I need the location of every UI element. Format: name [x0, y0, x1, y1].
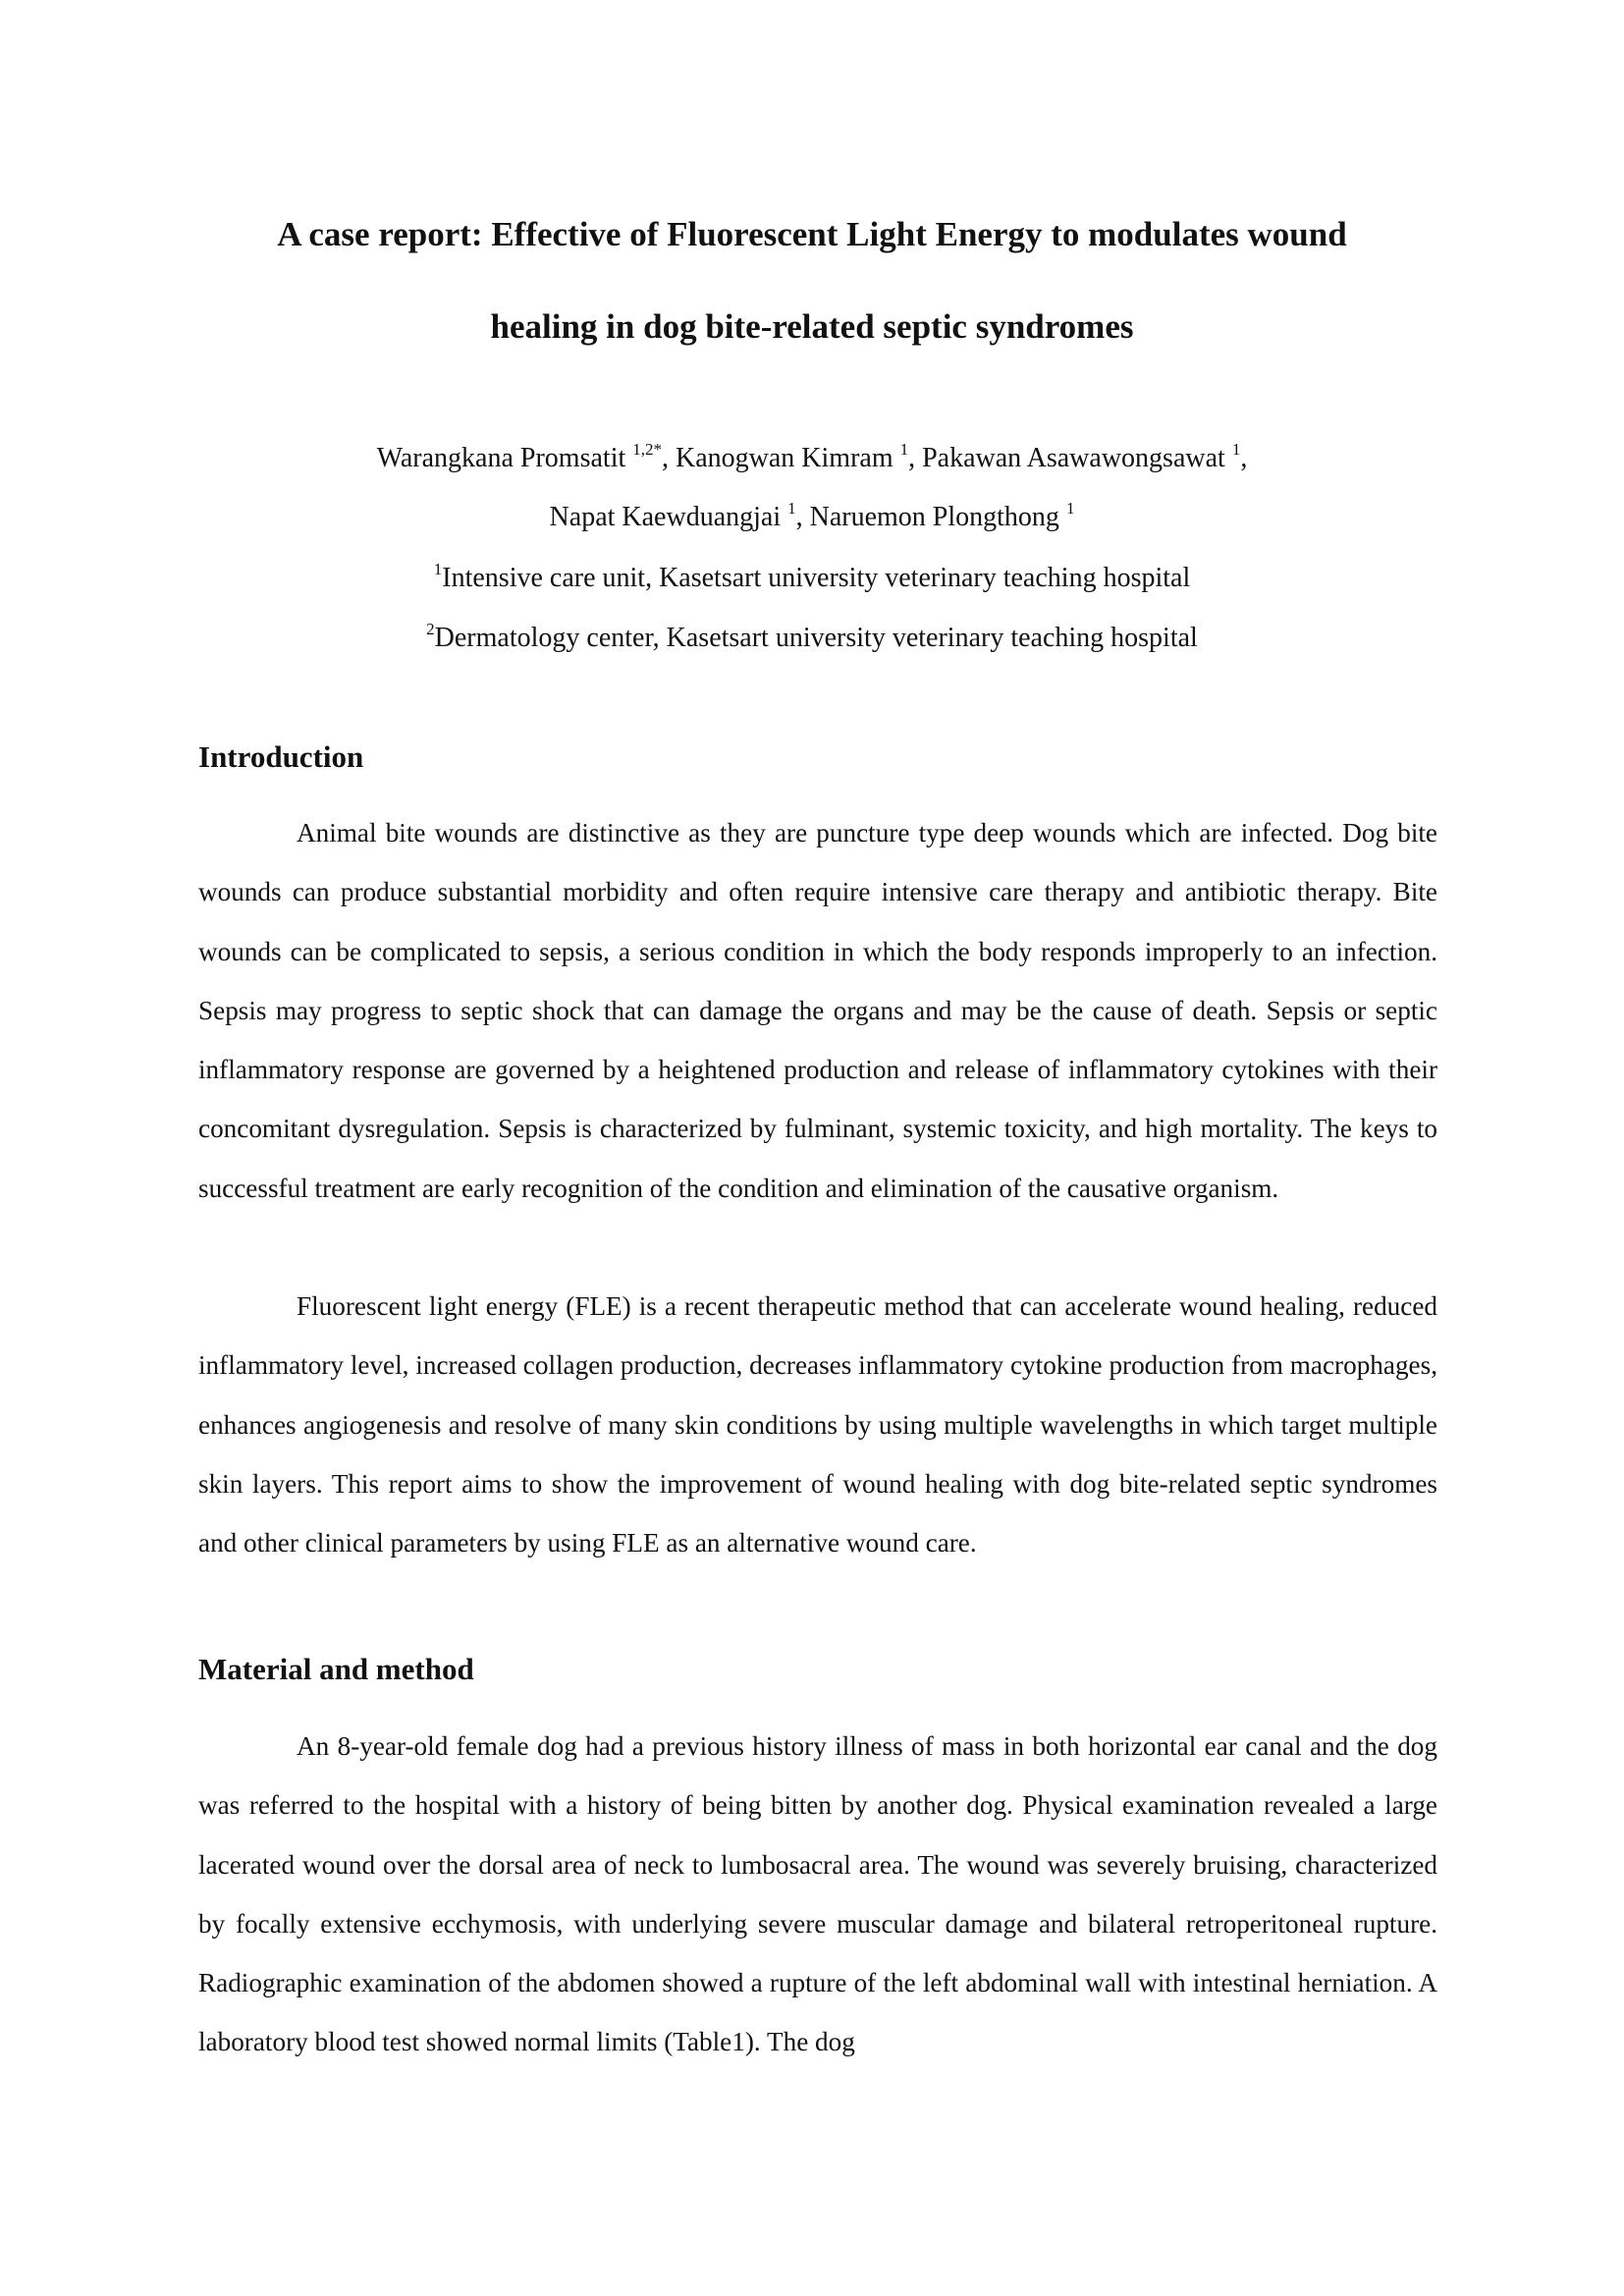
- introduction-paragraph-1: Animal bite wounds are distinctive as they are puncture type deep wounds which are infected. Dog bite wounds can produce substantial morbidity and often require intensive care therapy and antibiotic therapy. Bite wounds can be complicated to sepsis, a serious condition in which the body responds improperly to an infection. Sepsis may progress to septic shock that can damage the organs and may be the cause of death. Sepsis or septic inflammatory response are governed by a heightened production and release of inflammatory cytokines with their concomitant dysregulation. Sepsis is characterized by fulminant, systemic toxicity, and high mortality. The keys to successful treatment are early recognition of the condition and elimination of the causative organism.: [198, 818, 1437, 1203]
- paper-title-line-2: healing in dog bite-related septic syndromes: [490, 307, 1134, 346]
- author-name: , Kanogwan Kimram: [662, 443, 900, 473]
- author-name: , Pakawan Asawawongsawat: [908, 443, 1232, 473]
- affiliation-text: Dermatology center, Kasetsart university veterinary teaching hospital: [434, 623, 1198, 653]
- author-affiliation-marker: 1: [787, 499, 796, 518]
- author-affiliation-marker: 1: [1065, 499, 1075, 518]
- author-name: Warangkana Promsatit: [376, 443, 633, 473]
- affiliation-2: [147, 620, 1477, 654]
- affiliation-text: Intensive care unit, Kasetsart university veterinary teaching hospital: [442, 563, 1191, 593]
- author-affiliation-marker: 1: [899, 440, 909, 459]
- introduction-paragraph-2: Fluorescent light energy (FLE) is a recent therapeutic method that can accelerate wound healing, reduced inflammatory level, increased collagen production, decreases inflammatory cytokine production from macrophages, enhances angiogenesis and resolve of many skin conditions by using multiple wavelengths in which target multiple skin layers. This report aims to show the improvement of wound healing with dog bite-related septic syndromes and other clinical parameters by using FLE as an alternative wound care.: [198, 1291, 1437, 1558]
- paper-title-line-1: A case report: Effective of Fluorescent Light Energy to modulates wound: [277, 215, 1347, 253]
- affiliation-1: [147, 560, 1477, 594]
- section-heading-material-and-method: Material and method: [198, 1652, 474, 1686]
- method-paragraph-1: An 8-year-old female dog had a previous history illness of mass in both horizontal ear canal and the dog was referred to the hospital with a history of being bitten by another dog. Physical examination revealed a large lacerated wound over the dorsal area of neck to lumbosacral area. The wound was severely bruising, characterized by focally extensive ecchymosis, with underlying severe muscular damage and bilateral retroperitoneal rupture. Radiographic examination of the abdomen showed a rupture of the left abdominal wall with intestinal herniation. A laboratory blood test showed normal limits (Table1). The dog: [198, 1731, 1437, 2057]
- section-heading-introduction: Introduction: [198, 739, 364, 774]
- affiliation-marker: 2: [426, 620, 435, 638]
- author-affiliation-marker: 1: [1231, 440, 1241, 459]
- author-name: Napat Kaewduangjai: [549, 502, 788, 532]
- author-separator: ,: [1240, 443, 1248, 473]
- author-list-line-2: [147, 499, 1477, 533]
- author-affiliation-marker: 1,2*: [632, 440, 662, 459]
- author-name: , Naruemon Plongthong: [795, 502, 1066, 532]
- author-list-line-1: [147, 440, 1477, 474]
- affiliation-marker: 1: [433, 560, 443, 578]
